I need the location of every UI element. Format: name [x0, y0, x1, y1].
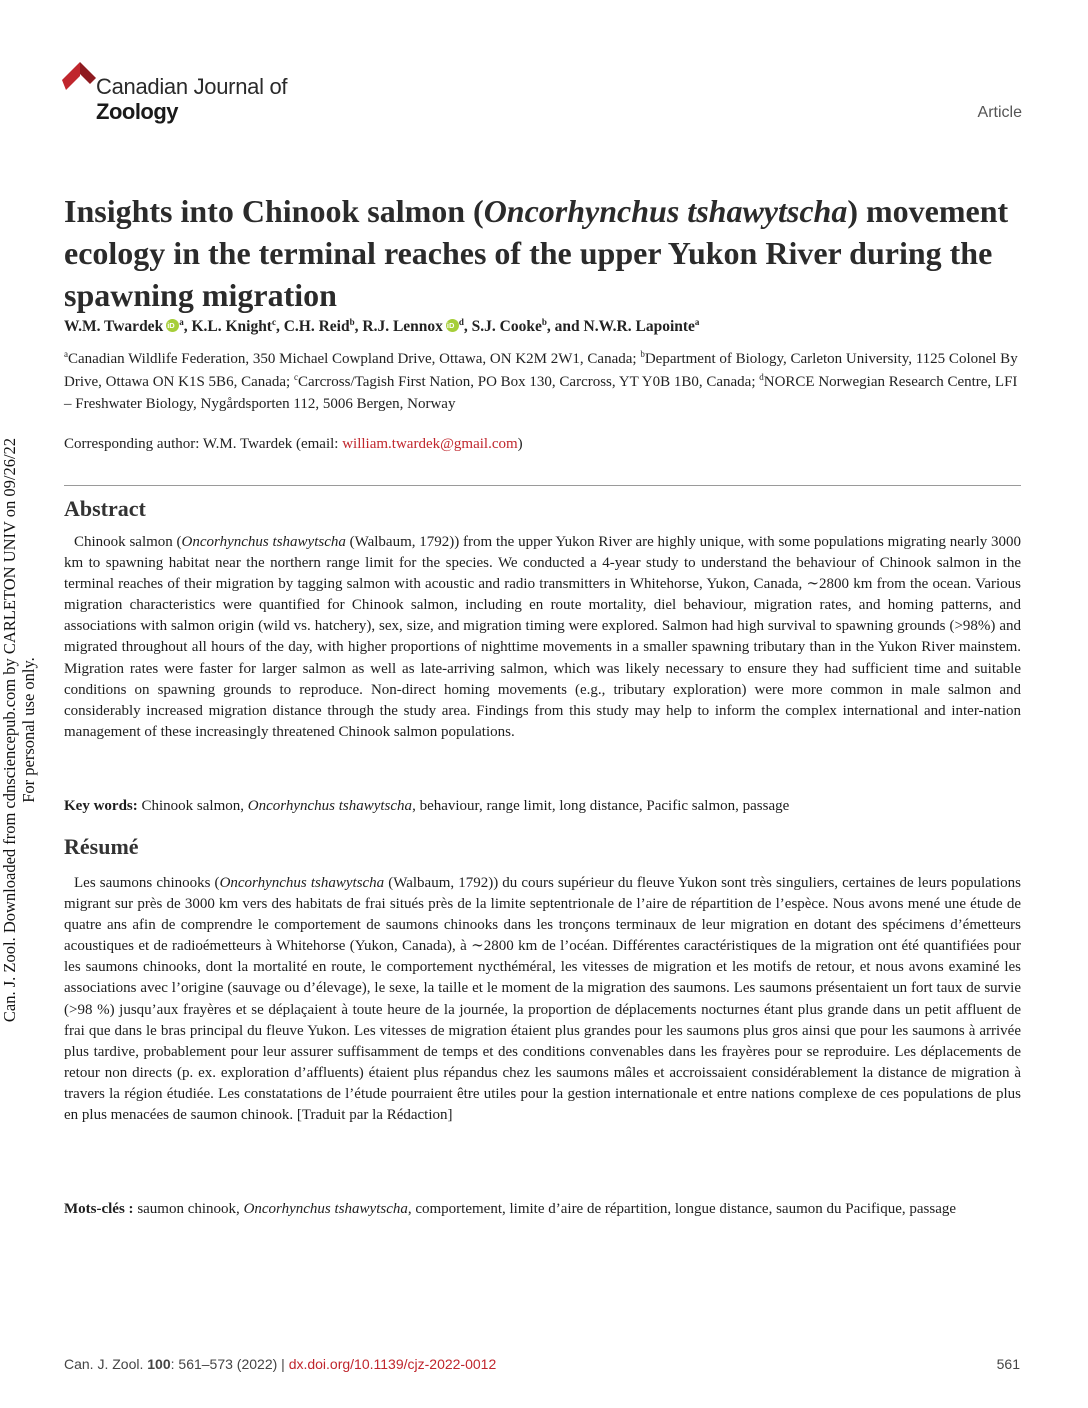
author-separator: ,: [275, 318, 284, 335]
author-name: C.H. Reid: [283, 318, 350, 335]
author-name: S.J. Cooke: [471, 318, 542, 335]
corresponding-author: [64, 436, 1024, 453]
abstract-text: [64, 532, 1021, 743]
keywords: [64, 796, 1021, 817]
abstract-heading: Abstract: [64, 496, 146, 521]
title-species: Oncorhynchus tshawytscha: [483, 193, 848, 229]
resume-species: Oncorhynchus tshawytscha: [219, 875, 385, 891]
page-number: 561: [996, 1356, 1020, 1372]
affiliation-marker: b: [640, 349, 645, 359]
author-name: W.M. Twardek: [64, 318, 164, 335]
download-stamp-line2: For personal use only.: [19, 657, 38, 803]
doi-link[interactable]: dx.doi.org/10.1139/cjz-2022-0012: [288, 1356, 497, 1372]
resume-heading: Résumé: [64, 834, 139, 859]
author-affiliation-marker: b: [349, 317, 355, 327]
mots-cles: [64, 1199, 1021, 1220]
journal-logo-mark-icon: [62, 62, 98, 98]
orcid-icon[interactable]: [166, 319, 179, 332]
affiliation-text: Carcross/Tagish First Nation, PO Box 130, Carcross, YT Y0B 1B0, Canada;: [297, 373, 760, 390]
affiliation-text: Canadian Wildlife Federation, 350 Michael Cowpland Drive, Ottawa, ON K2M 2W1, Canada;: [68, 351, 641, 367]
corresponding-prefix: Corresponding author: W.M. Twardek (email:: [64, 436, 343, 452]
section-divider: [64, 485, 1021, 486]
affiliation-marker: d: [759, 371, 764, 382]
author-affiliation-marker: d: [458, 317, 464, 327]
author-affiliation-marker: a: [694, 317, 700, 327]
mots-cles-species: Oncorhynchus tshawytscha: [243, 1201, 408, 1217]
resume-text-part1: Les saumons chinooks (: [74, 875, 220, 891]
author-name: R.J. Lennox: [362, 318, 443, 335]
affiliation-text: Department of Biology, Carleton University, 1125 Colonel By Drive, Ottawa ON K1S 5B6, Canada;: [64, 351, 1018, 390]
keywords-label: Key words:: [64, 798, 138, 814]
citation-footer: [64, 1356, 496, 1372]
affiliations: [64, 348, 1024, 416]
resume-text-part2: (Walbaum, 1792)) du cours supérieur du fleuve Yukon sont très singuliers, certaines de leurs populations migrant sur près de 3000 km vers des habitats de frai situés près de la limite septentrionale de l’aire de répartition de l’espèce. Nous avons mené une étude de quatre ans afin de comprendre le comportement de saumons chinooks dans les tronçons terminaux de leur migration en dotant des spécimens d’émetteurs acoustiques et de radioémetteurs à Whitehorse (Yukon, Canada), à ∼2800 km de l’océan. Différentes caractéristiques de la migration ont été quantifiées pour les saumons chinooks, dont la mortalité en route, le comportement nycthéméral, les vitesses de migration et les motifs de retour, et nous avons examiné les associations avec l’origine (sauvage ou d’élevage), le sexe, la taille et le moment de la migration des saumons. Les saumons présentaient un fort taux de survie (>98 %) jusqu’aux frayères et se déplaçaient à toute heure de la journée, la proportion de déplacements nocturnes étant plus grande dans un petit affluent de frai que dans le bras principal du fleuve Yukon. Les vitesses de migration étaient plus grandes pour les saumons plus gros ainsi que pour les saumons à arrivée plus tardive, probablement pour leur assurer suffisamment de temps et des conditions convenables dans les frayères pour se reproduire. Les déplacements de retour non directs (p. ex. exploration d’affluents) étaient plus répandus chez les saumons mâles et accroissaient considérablement la distance de migration à travers la région étudiée. Les constatations de l’étude pourraient être utiles pour la gestion internationale et entre nations complexe de ces populations de plus en plus menacées de saumon chinook. [Traduit par la Rédaction]: [64, 875, 1021, 1124]
author-separator: ,: [183, 318, 192, 335]
author-name: K.L. Knight: [191, 318, 272, 335]
footer-journal: Can. J. Zool.: [64, 1356, 148, 1372]
resume-text: [64, 873, 1021, 1126]
download-stamp: [0, 380, 38, 1080]
mots-cles-label: Mots-clés :: [64, 1201, 134, 1217]
author-affiliation-marker: c: [271, 317, 276, 327]
article-title: [64, 190, 1024, 316]
author-list: [64, 318, 1024, 336]
author-affiliation-marker: a: [179, 317, 184, 327]
orcid-icon[interactable]: [446, 319, 459, 332]
journal-name-line2: Zoology: [96, 99, 179, 124]
affiliation-marker: c: [293, 371, 298, 382]
abstract-species: Oncorhynchus tshawytscha: [181, 534, 346, 550]
author-name: N.W.R. Lapointe: [583, 318, 695, 335]
author-affiliation-marker: b: [541, 317, 547, 327]
author-separator: ,: [463, 318, 472, 335]
corresponding-email-link[interactable]: william.twardek@gmail.com: [342, 436, 518, 452]
title-part1: Insights into Chinook salmon (: [64, 193, 484, 229]
corresponding-suffix: ): [517, 436, 523, 452]
keywords-species: Oncorhynchus tshawytscha: [247, 798, 413, 814]
keywords-part1: Chinook salmon,: [137, 798, 248, 814]
author-separator: , and: [546, 318, 584, 335]
download-stamp-line1: Can. J. Zool. Downloaded from cdnsciencepub.com by CARLETON UNIV on 09/26/22: [0, 437, 19, 1023]
journal-name-line1: Canadian Journal of: [96, 74, 288, 99]
journal-logo: [62, 62, 322, 126]
affiliation-text: NORCE Norwegian Research Centre, LFI – Freshwater Biology, Nygårdsporten 112, 5006 Bergen, Norway: [64, 373, 1018, 412]
footer-pages-year: : 561–573 (2022) |: [170, 1356, 289, 1372]
title-part2: ) movement ecology in the terminal reaches of the upper Yukon River during the spawning migration: [64, 193, 1009, 313]
affiliation-marker: a: [64, 349, 68, 359]
abstract-text-part1: Chinook salmon (: [74, 534, 182, 550]
article-type-label: Article: [977, 104, 1022, 121]
footer-volume: 100: [147, 1356, 171, 1372]
keywords-part2: , behaviour, range limit, long distance, Pacific salmon, passage: [412, 798, 790, 814]
mots-cles-part1: saumon chinook,: [133, 1201, 244, 1217]
mots-cles-part2: , comportement, limite d’aire de répartition, longue distance, saumon du Pacifique, passage: [407, 1201, 957, 1217]
author-separator: ,: [354, 318, 363, 335]
abstract-text-part2: (Walbaum, 1792)) from the upper Yukon River are highly unique, with some populations migrating nearly 3000 km to spawning habitat near the northern range limit for the species. We conducted a 4-year study to understand the behaviour of Chinook salmon in the terminal reaches of their migration by tagging salmon with acoustic and radio transmitters in Whitehorse, Yukon, Canada, ∼2800 km from the ocean. Various migration characteristics were quantified for Chinook salmon, including en route mortality, diel behaviour, migration rates, and homing patterns, and associations with salmon origin (wild vs. hatchery), sex, size, and migration timing were explored. Salmon had high survival to spawning grounds (>98%) and migrated throughout all hours of the day, with higher proportions of nighttime movements in a smaller spawning tributary than in the Yukon River mainstem. Migration rates were faster for larger salmon as well as late-arriving salmon, which was likely necessary to ensure they had sufficient time and suitable conditions on spawning grounds to reproduce. Non-direct homing movements (e.g., tributary exploration) were more common in male salmon and considerably increased migration distance through the study area. Findings from this study may help to inform the complex international and inter-nation management of these increasingly threatened Chinook salmon populations.: [64, 534, 1022, 740]
